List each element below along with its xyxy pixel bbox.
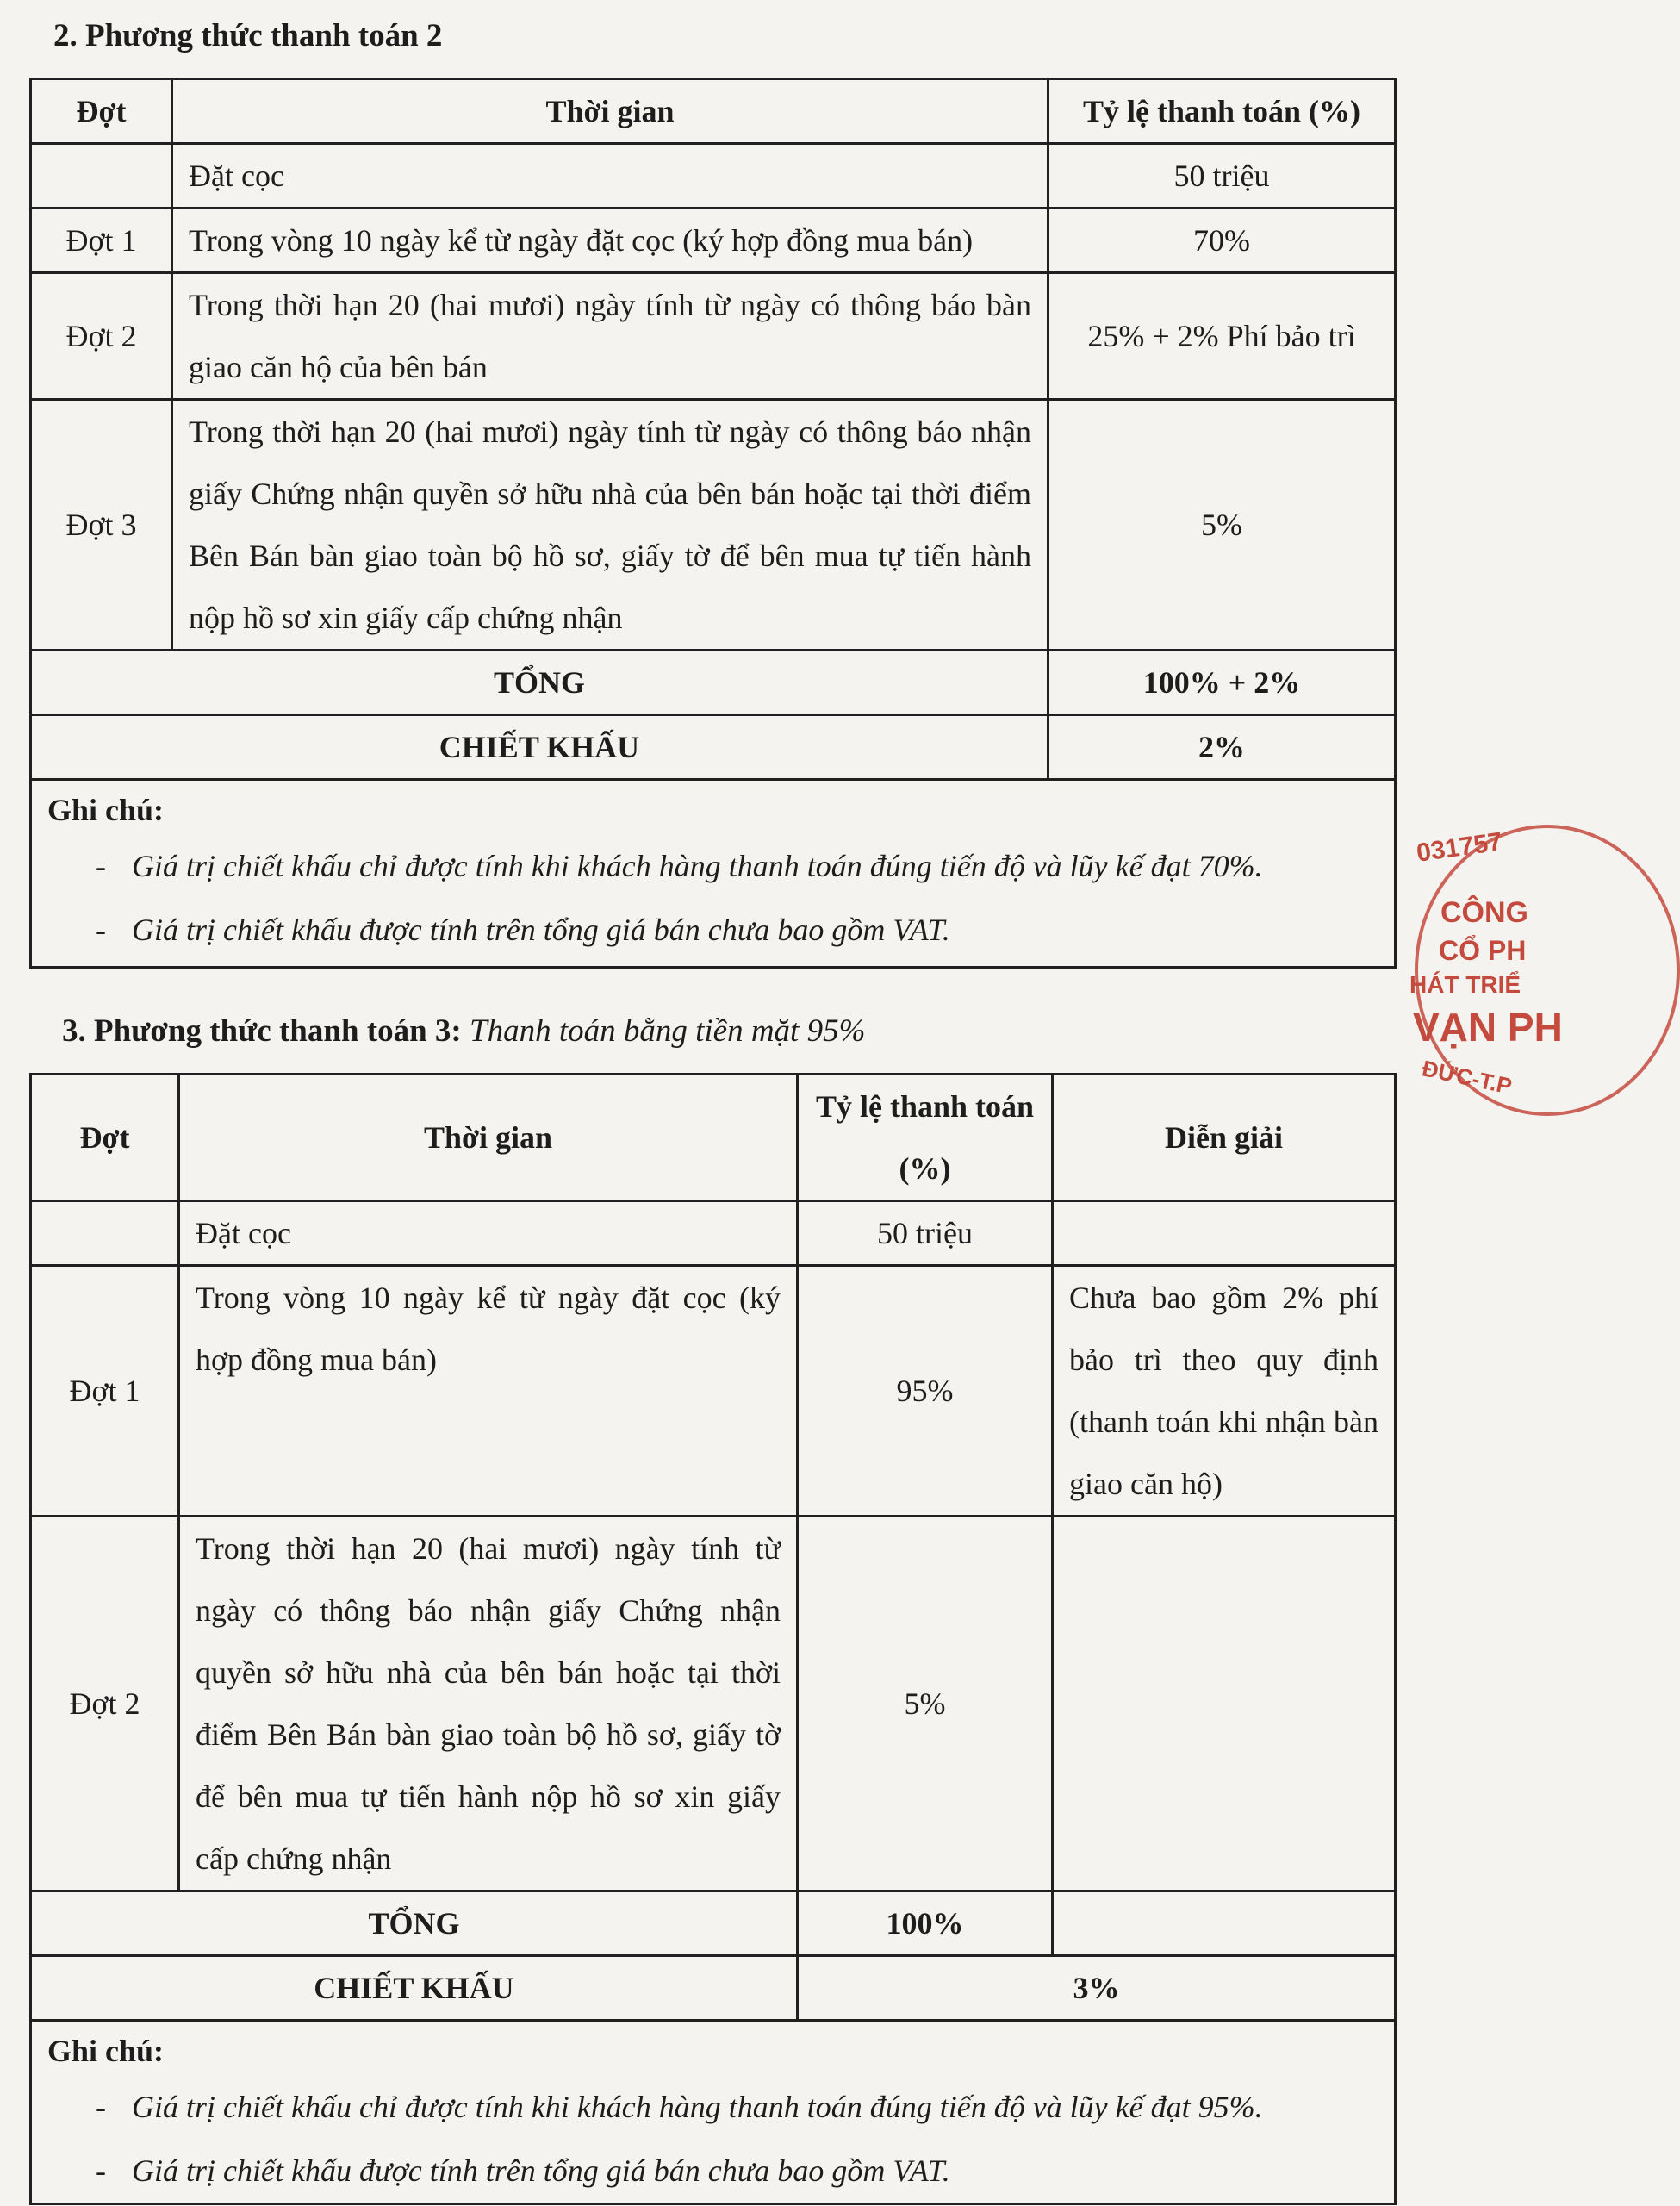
- discount-row: [31, 1956, 1396, 2021]
- payment-table-3: [29, 1073, 1397, 2205]
- row-note: [1053, 1517, 1396, 1891]
- stamp-line: VẠN PH: [1413, 1005, 1563, 1050]
- header-time: Thời gian: [179, 1075, 798, 1201]
- total-value: 100% + 2%: [1048, 651, 1396, 715]
- company-stamp: [1397, 814, 1563, 1159]
- row-time: Trong thời hạn 20 (hai mươi) ngày tính từ ngày có thông báo bàn giao căn hộ của bên bán: [172, 273, 1048, 400]
- row-time: Trong thời hạn 20 (hai mươi) ngày tính từ ngày có thông báo nhận giấy Chứng nhận quyền sở hữu nhà của bên bán hoặc tại thời điểm Bên Bán bàn giao toàn bộ hồ sơ, giấy tờ để bên mua tự tiến hành nộp hồ sơ xin giấy cấp chứng nhận: [179, 1517, 798, 1891]
- table-row: [31, 1266, 1396, 1517]
- row-time: Đặt cọc: [179, 1201, 798, 1266]
- discount-value: 2%: [1048, 715, 1396, 780]
- total-empty-cell: [1053, 1891, 1396, 1956]
- notes-row: [31, 2021, 1396, 2204]
- discount-value: 3%: [798, 1956, 1396, 2021]
- section3-heading-subtitle: Thanh toán bằng tiền mặt 95%: [470, 1013, 866, 1049]
- table-row: [31, 400, 1396, 651]
- payment-table-2: [29, 78, 1397, 969]
- total-row: [31, 1891, 1396, 1956]
- discount-label: CHIẾT KHẤU: [31, 1956, 798, 2021]
- table-header-row: [31, 79, 1396, 144]
- row-dot: [31, 144, 172, 209]
- section3-heading-title: 3. Phương thức thanh toán 3:: [62, 1013, 462, 1049]
- table-row: [31, 1201, 1396, 1266]
- row-dot: Đợt 2: [31, 273, 172, 400]
- header-dot: Đợt: [31, 79, 172, 144]
- row-rate: 5%: [798, 1517, 1053, 1891]
- notes-list: [47, 2075, 1378, 2203]
- header-rate: Tỷ lệ thanh toán (%): [798, 1075, 1053, 1201]
- total-label: TỔNG: [31, 651, 1048, 715]
- total-row: [31, 651, 1396, 715]
- stamp-line: HÁT TRIỂ: [1409, 971, 1521, 998]
- discount-label: CHIẾT KHẤU: [31, 715, 1048, 780]
- total-label: TỔNG: [31, 1891, 798, 1956]
- row-dot: Đợt 1: [31, 1266, 179, 1517]
- notes-cell: [31, 780, 1396, 968]
- row-rate: 25% + 2% Phí bảo trì: [1048, 273, 1396, 400]
- header-rate: Tỷ lệ thanh toán (%): [1048, 79, 1396, 144]
- header-time: Thời gian: [172, 79, 1048, 144]
- note-item: - Giá trị chiết khấu chỉ được tính khi khách hàng thanh toán đúng tiến độ và lũy kế đạt 70%.: [47, 834, 1378, 898]
- row-note: [1053, 1201, 1396, 1266]
- section3-heading: [62, 1013, 865, 1050]
- table-row: [31, 1517, 1396, 1891]
- notes-title: Ghi chú:: [47, 2034, 165, 2068]
- row-rate: 70%: [1048, 209, 1396, 273]
- table-row: [31, 144, 1396, 209]
- notes-list: [47, 834, 1378, 962]
- stamp-line: CỔ PH: [1439, 935, 1527, 966]
- row-rate: 50 triệu: [798, 1201, 1053, 1266]
- row-dot: Đợt 1: [31, 209, 172, 273]
- stamp-line: CÔNG: [1440, 896, 1528, 929]
- notes-cell: [31, 2021, 1396, 2204]
- table-header-row: [31, 1075, 1396, 1201]
- row-rate: 50 triệu: [1048, 144, 1396, 209]
- stamp-number: 031757: [1415, 827, 1504, 868]
- row-rate: 5%: [1048, 400, 1396, 651]
- stamp-line: ĐỨC-T.P: [1420, 1055, 1515, 1100]
- row-time: Trong vòng 10 ngày kể từ ngày đặt cọc (ký hợp đồng mua bán): [179, 1266, 798, 1517]
- header-note: Diễn giải: [1053, 1075, 1396, 1201]
- row-dot: [31, 1201, 179, 1266]
- total-value: 100%: [798, 1891, 1053, 1956]
- notes-row: [31, 780, 1396, 968]
- note-item: - Giá trị chiết khấu được tính trên tổng giá bán chưa bao gồm VAT.: [47, 898, 1378, 962]
- header-dot: Đợt: [31, 1075, 179, 1201]
- row-time: Trong thời hạn 20 (hai mươi) ngày tính từ ngày có thông báo nhận giấy Chứng nhận quyền sở hữu nhà của bên bán hoặc tại thời điểm Bên Bán bàn giao toàn bộ hồ sơ, giấy tờ để bên mua tự tiến hành nộp hồ sơ xin giấy cấp chứng nhận: [172, 400, 1048, 651]
- row-dot: Đợt 2: [31, 1517, 179, 1891]
- section2-heading: 2. Phương thức thanh toán 2: [53, 18, 443, 53]
- row-time: Đặt cọc: [172, 144, 1048, 209]
- notes-title: Ghi chú:: [47, 793, 165, 827]
- note-item: - Giá trị chiết khấu chỉ được tính khi khách hàng thanh toán đúng tiến độ và lũy kế đạt 95%.: [47, 2075, 1378, 2139]
- row-time: Trong vòng 10 ngày kể từ ngày đặt cọc (ký hợp đồng mua bán): [172, 209, 1048, 273]
- table-row: [31, 209, 1396, 273]
- table-row: [31, 273, 1396, 400]
- note-item: - Giá trị chiết khấu được tính trên tổng giá bán chưa bao gồm VAT.: [47, 2139, 1378, 2203]
- row-dot: Đợt 3: [31, 400, 172, 651]
- row-rate: 95%: [798, 1266, 1053, 1517]
- row-note: Chưa bao gồm 2% phí bảo trì theo quy định (thanh toán khi nhận bàn giao căn hộ): [1053, 1266, 1396, 1517]
- discount-row: [31, 715, 1396, 780]
